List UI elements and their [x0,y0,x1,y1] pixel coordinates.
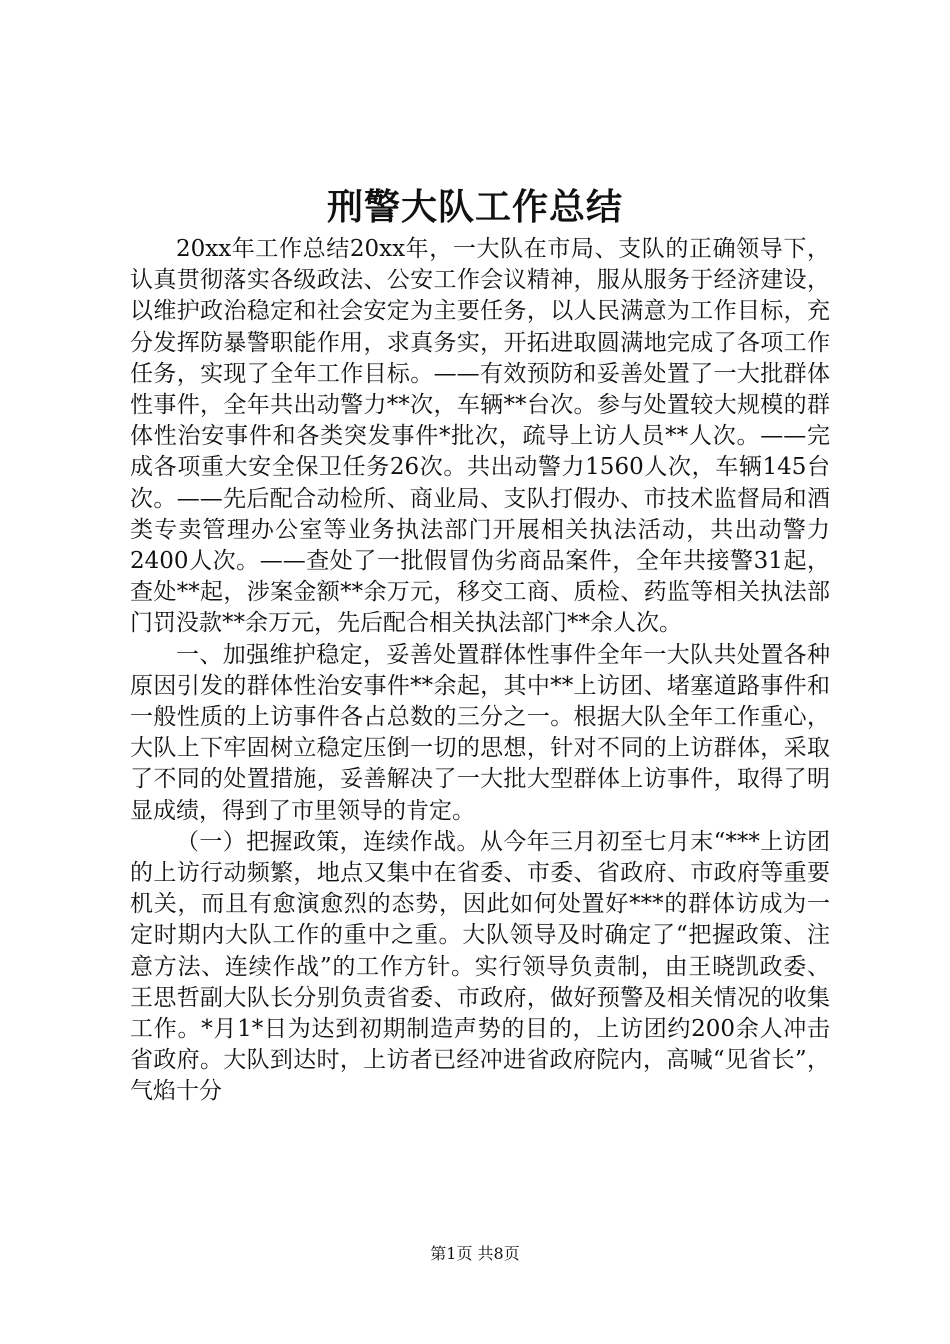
page-footer: 第1页 共8页 [430,1244,520,1263]
document-body [130,234,830,1108]
paragraph-1: 20xx年工作总结20xx年，一大队在市局、支队的正确领导下，认真贯彻落实各级政法、公安工作会议精神，服从服务于经济建设，以维护政治稳定和社会安定为主要任务，以人民满意为工作目标，充分发挥防暴警职能作用，求真务实，开拓进取圆满地完成了各项工作任务，实现了全年工作目标。——有效预防和妥善处置了一大批群体性事件，全年共出动警力**次，车辆**台次。参与处置较大规模的群体性治安事件和各类突发事件*批次，疏导上访人员**人次。——完成各项重大安全保卫任务26次。共出动警力1560人次，车辆145台次。——先后配合动检所、商业局、支队打假办、市技术监督局和酒类专卖管理办公室等业务执法部门开展相关执法活动，共出动警力2400人次。——查处了一批假冒伪劣商品案件，全年共接警31起，查处**起，涉案金额**余万元，移交工商、质检、药监等相关执法部门罚没款**余万元，先后配合相关执法部门**余人次。 [130,236,830,637]
document-title: 刑警大队工作总结 [326,187,623,228]
paragraph-3: （一）把握政策，连续作战。从今年三月初至七月末“***上访团的上访行动频繁，地点又集中在省委、市委、省政府、市政府等重要机关，而且有愈演愈烈的态势，因此如何处置好***的群体访成为一定时期内大队工作的重中之重。大队领导及时确定了“把握政策、注意方法、连续作战”的工作方针。实行领导负责制，由王晓凯政委、王思哲副大队长分别负责省委、市政府，做好预警及相关情况的收集工作。*月1*日为达到初期制造声势的目的，上访团约200余人冲击省政府。大队到达时，上访者已经冲进省政府院内，高喊“见省长”，气焰十分 [130,828,830,1105]
paragraph-2: 一、加强维护稳定，妥善处置群体性事件全年一大队共处置各种原因引发的群体性治安事件**余起，其中**上访团、堵塞道路事件和一般性质的上访事件各占总数的三分之一。根据大队全年工作重心，大队上下牢固树立稳定压倒一切的思想，针对不同的上访群体，采取了不同的处置措施，妥善解决了一大批大型群体上访事件，取得了明显成绩，得到了市里领导的肯定。 [130,641,830,824]
